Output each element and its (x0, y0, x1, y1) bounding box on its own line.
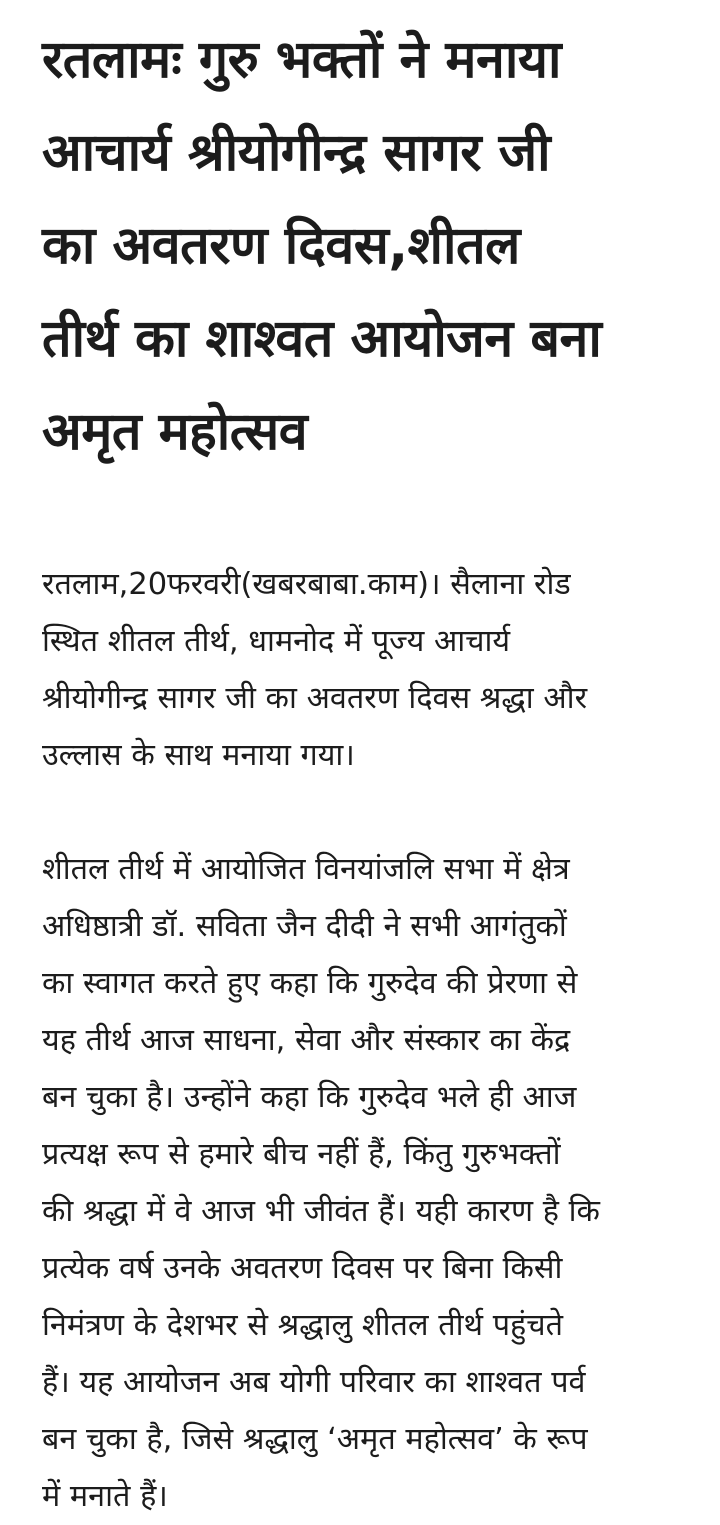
news-article (42, 0, 692, 1525)
article-headline: रतलामः गुरु भक्तों ने मनाया आचार्य श्रीयोगीन्द्र सागर जी का अवतरण दिवस,शीतल तीर्थ का शाश्वत आयोजन बना अमृत महोत्सव (42, 30, 602, 462)
article-paragraph-1: रतलाम,20फरवरी(खबरबाबा.काम)। सैलाना रोड स्थित शीतल तीर्थ, धामनोद में पूज्य आचार्य श्रीयोगीन्द्र सागर जी का अवतरण दिवस श्रद्धा और उल्लास के साथ मनाया गया। (42, 567, 588, 773)
article-paragraph-2: शीतल तीर्थ में आयोजित विनयांजलि सभा में क्षेत्र अधिष्ठात्री डॉ. सविता जैन दीदी ने सभी आगंतुकों का स्वागत करते हुए कहा कि गुरुदेव की प्रेरणा से यह तीर्थ आज साधना, सेवा और संस्कार का केंद्र बन चुका है। उन्होंने कहा कि गुरुदेव भले ही आज प्रत्यक्ष रूप से हमारे बीच नहीं हैं, किंतु गुरुभक्तों की श्रद्धा में वे आज भी जीवंत हैं। यही कारण है कि प्रत्येक वर्ष उनके अवतरण दिवस पर बिना किसी निमंत्रण के देशभर से श्रद्धालु शीतल तीर्थ पहुंचते हैं। यह आयोजन अब योगी परिवार का शाश्वत पर्व बन चुका है, जिसे श्रद्धालु ‘अमृत महोत्सव’ के रूप में मनाते हैं। (42, 852, 600, 1514)
